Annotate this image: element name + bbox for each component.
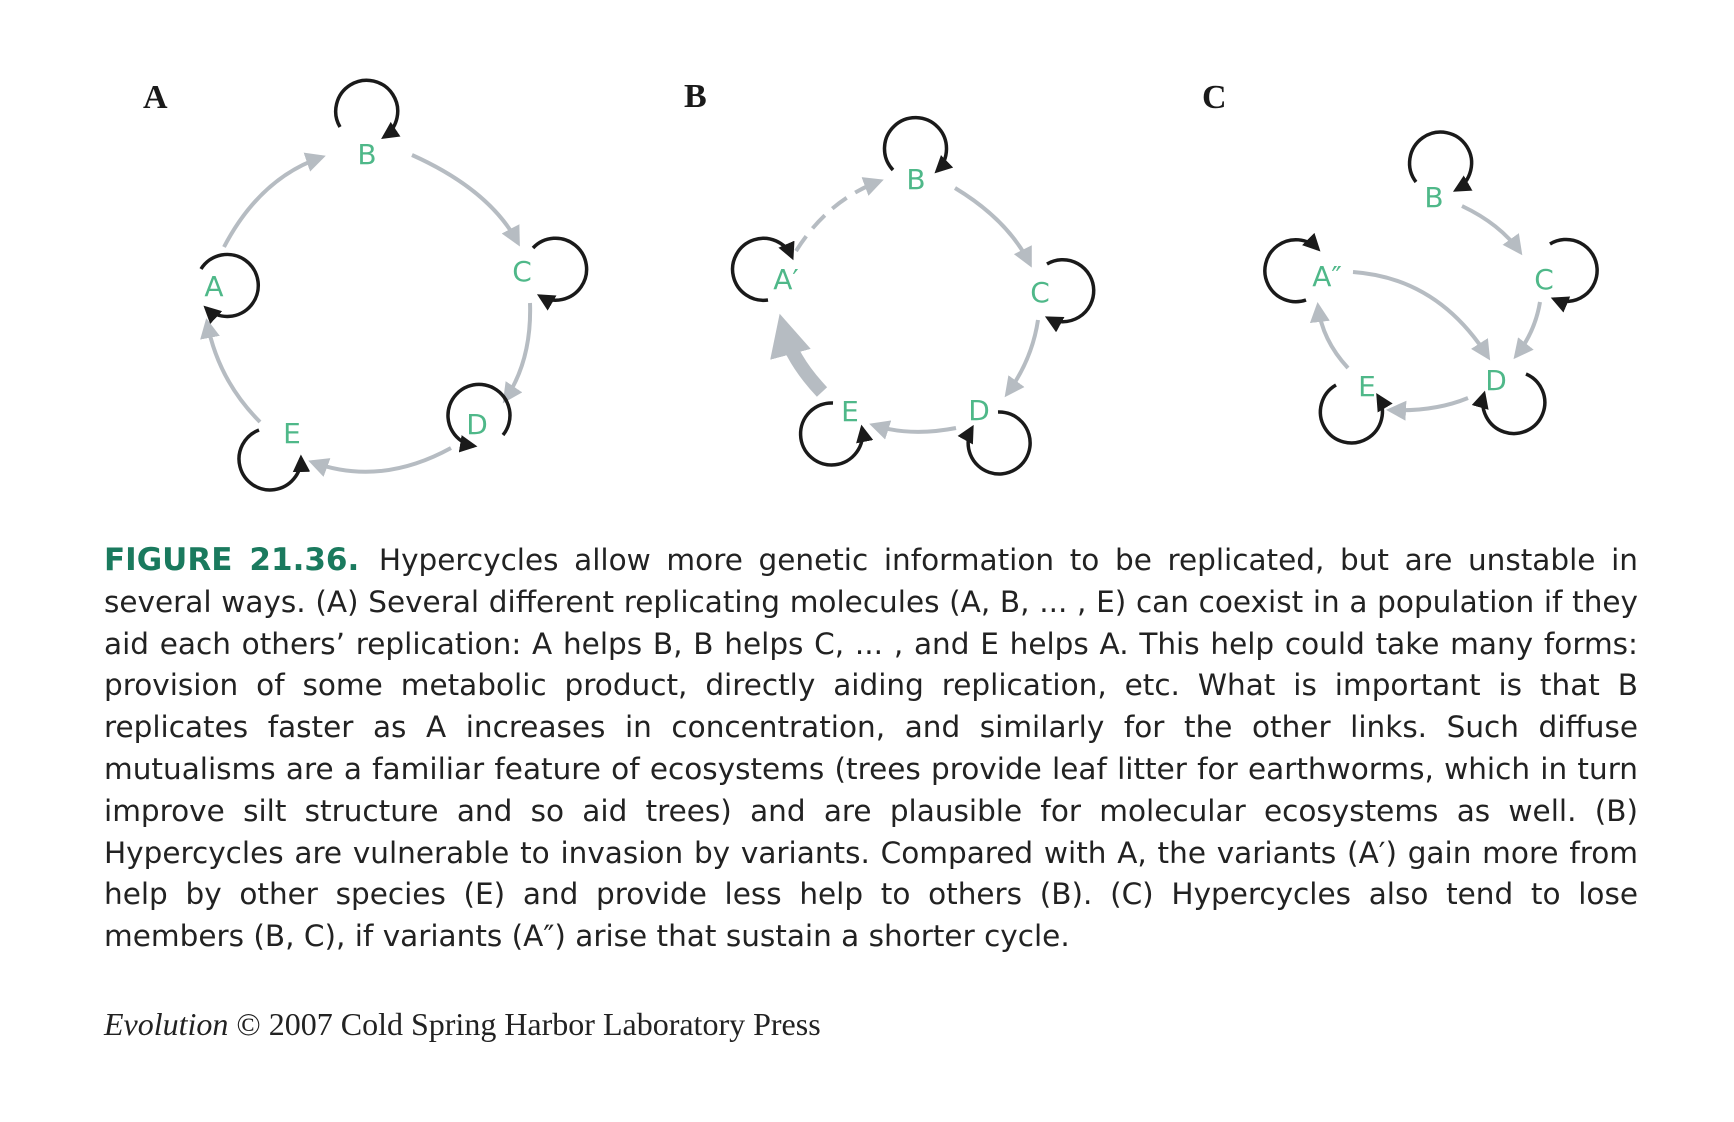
node-label: A′ [773, 263, 799, 296]
link-b-to-c [412, 155, 518, 243]
link-d-to-e [873, 425, 956, 432]
panel-b-label: B [684, 78, 707, 115]
node-label: E [1358, 370, 1376, 403]
link-a-double-prime-to-d [1353, 272, 1488, 357]
link-e-to-a-double-prime [1318, 306, 1348, 368]
link-c-to-d [505, 303, 530, 400]
node-label: A″ [1312, 260, 1342, 293]
self-loop-c [1550, 239, 1597, 301]
copyright-text: © 2007 Cold Spring Harbor Laboratory Press [228, 1006, 821, 1042]
link-c-to-d [1007, 320, 1038, 394]
link-e-to-a [207, 322, 260, 422]
node-label: E [283, 417, 301, 450]
link-b-to-c [955, 188, 1030, 264]
panel-c [1202, 79, 1597, 443]
link-a-prime-to-b-dashed [796, 181, 880, 251]
self-loop-c [1047, 260, 1094, 322]
node-label: C [1030, 276, 1050, 309]
link-d-to-e [312, 448, 451, 472]
link-b-to-c [1462, 206, 1520, 252]
self-loop-a-double-prime [1265, 240, 1318, 302]
node-label: D [1485, 364, 1507, 397]
figure-caption [104, 540, 1638, 958]
book-title: Evolution [104, 1006, 229, 1042]
node-label: B [906, 163, 926, 196]
node-label: B [1424, 181, 1444, 214]
hypercycle-diagram [0, 0, 1734, 520]
node-label: C [1534, 263, 1554, 296]
figure-number: FIGURE 21.36. [104, 542, 360, 578]
panel-a [143, 79, 587, 490]
node-label: A [204, 270, 224, 303]
link-c-to-d [1516, 302, 1540, 356]
node-label: B [357, 138, 377, 171]
panel-b [684, 78, 1094, 474]
panel-c-label: C [1202, 79, 1227, 116]
node-label: E [841, 395, 859, 428]
caption-text: Hypercycles allow more genetic information to be replicated, but are unstable in several ways. (A) Several different replicating molecules (A, B, ... , E) can coexist in a population if they aid each others’ replication: A helps B, B helps C, ... , and E helps A. This help could take many forms: provision of some metabolic product, directly aiding replication, etc. What is important is that B replicates faster as A increases in concentration, and similarly for the other links. Such diffuse mutualisms are a familiar feature of ecosystems (trees provide leaf litter for earthworms, which in turn improve silt structure and so aid trees) and are plausible for molecular ecosystems as well. (B) Hypercycles are vulnerable to invasion by variants. Compared with A, the variants (A′) gain more from help by other species (E) and provide less help to others (B). (C) Hypercycles also tend to lose members (B, C), if variants (A″) arise that sustain a shorter cycle. [104, 543, 1638, 954]
node-label: D [466, 408, 488, 441]
link-e-to-a-prime-strong [784, 330, 822, 392]
self-loop-c [533, 238, 587, 300]
node-label: D [968, 394, 990, 427]
link-a-to-b [224, 157, 322, 247]
self-loop-b [336, 80, 398, 137]
link-d-to-e [1390, 398, 1468, 410]
copyright-credit [104, 1006, 821, 1043]
panel-a-label: A [143, 79, 168, 116]
node-label: C [512, 255, 532, 288]
